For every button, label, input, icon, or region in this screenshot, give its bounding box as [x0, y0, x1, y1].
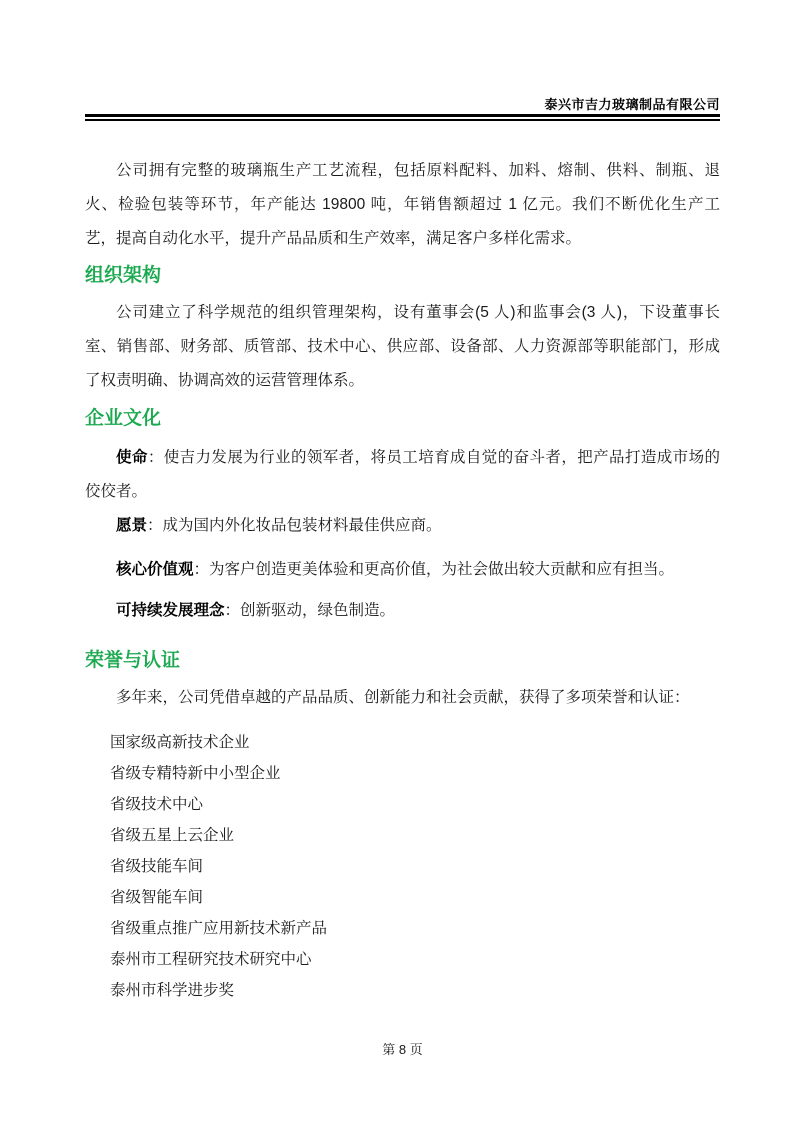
- culture-label-sustainability: 可持续发展理念: [116, 602, 225, 619]
- intro-line: 火、检验包装等环节，年产能达 19800 吨，年销售额超过 1 亿元。我们不断优化生产工: [85, 196, 720, 213]
- intro-line: 艺，提高自动化水平，提升产品品质和生产效率，满足客户多样化需求。: [85, 230, 582, 247]
- culture-item-vision: [85, 509, 720, 543]
- culture-item-mission: [85, 441, 720, 509]
- honors-list-item: 国家级高新技术企业: [110, 734, 250, 751]
- culture-label-core-values: 核心价值观: [116, 561, 194, 578]
- section-title-honors: 荣誉与认证: [85, 650, 181, 671]
- organization-paragraph: [85, 296, 720, 398]
- culture-item-sustainability: [85, 594, 720, 628]
- honors-list-item: 省级专精特新中小型企业: [110, 765, 281, 782]
- honors-list-item: 泰州市科学进步奖: [110, 982, 235, 999]
- culture-text-mission: ：使吉力发展为行业的领军者，将员工培育成自觉的奋斗者，把产品打造成市场的佼佼者。: [85, 449, 720, 500]
- culture-label-mission: 使命: [116, 449, 148, 466]
- organization-line: 公司建立了科学规范的组织管理架构，设有董事会(5 人)和监事会(3 人)，下设董事长: [116, 304, 720, 321]
- honors-list-item: 省级智能车间: [110, 889, 204, 906]
- honors-intro: 多年来，公司凭借卓越的产品品质、创新能力和社会贡献，获得了多项荣誉和认证：: [116, 689, 690, 706]
- intro-paragraph: [85, 154, 720, 256]
- honors-list-item: 省级五星上云企业: [110, 827, 235, 844]
- organization-line: 了权责明确、协调高效的运营管理体系。: [85, 372, 365, 389]
- intro-line: 公司拥有完整的玻璃瓶生产工艺流程，包括原料配料、加料、熔制、供料、制瓶、退: [116, 162, 720, 179]
- page-content: [85, 0, 720, 1131]
- organization-line: 室、销售部、财务部、质管部、技术中心、供应部、设备部、人力资源部等职能部门，形成: [85, 338, 720, 355]
- honors-list-item: 省级技能车间: [110, 858, 204, 875]
- culture-item-core-values: [85, 553, 720, 587]
- culture-text-core-values: ：为客户创造更美体验和更高价值，为社会做出较大贡献和应有担当。: [193, 561, 675, 578]
- honors-list-item: 省级技术中心: [110, 796, 204, 813]
- honors-list: [85, 727, 720, 1006]
- culture-text-vision: ：成为国内外化妆品包装材料最佳供应商。: [147, 517, 442, 534]
- header-company-name: 泰兴市吉力玻璃制品有限公司: [544, 97, 720, 112]
- culture-text-sustainability: ：创新驱动，绿色制造。: [224, 602, 396, 619]
- section-title-culture: 企业文化: [85, 408, 162, 429]
- page-number: 第 8 页: [382, 1042, 423, 1057]
- header-rule: [85, 114, 720, 121]
- honors-list-item: 泰州市工程研究技术研究中心: [110, 951, 312, 968]
- honors-list-item: 省级重点推广应用新技术新产品: [110, 920, 328, 937]
- culture-label-vision: 愿景: [116, 517, 148, 534]
- header-rule-thin-line: [85, 119, 720, 121]
- section-title-organization: 组织架构: [85, 265, 162, 286]
